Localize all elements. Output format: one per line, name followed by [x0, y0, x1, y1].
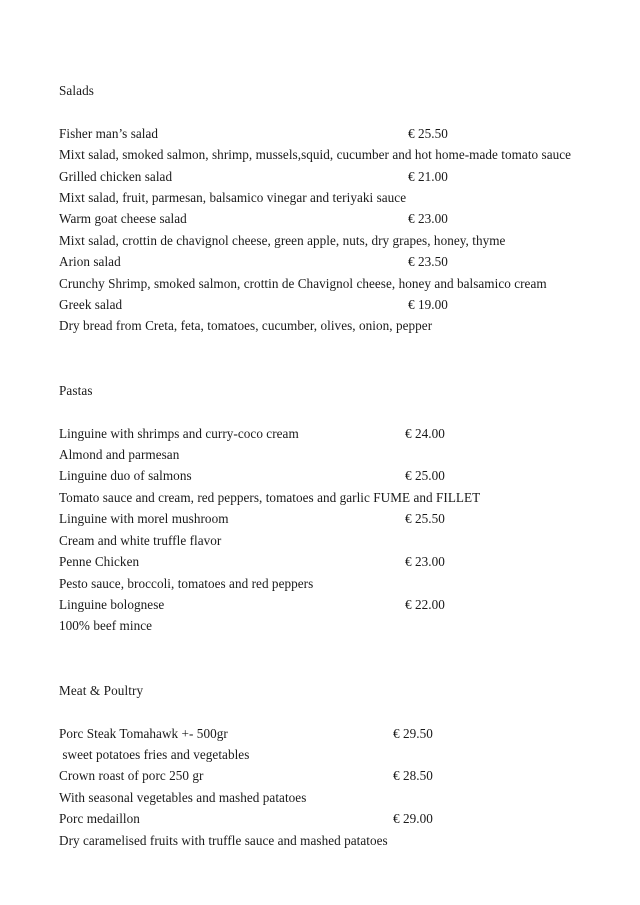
menu-item-row — [59, 423, 579, 444]
menu-item-price: € 25.50 — [405, 511, 445, 527]
menu-item-name: Greek salad — [59, 297, 123, 313]
menu-section — [59, 680, 579, 851]
menu-item-name: Linguine with shrimps and curry-coco cream — [59, 425, 299, 441]
menu-item-name: Fisher man’s salad — [59, 125, 159, 141]
menu-item-price: € 22.00 — [405, 596, 445, 612]
menu-item-description: Crunchy Shrimp, smoked salmon, crottin de Chavignol cheese, honey and balsamico cream — [59, 275, 547, 291]
menu-item-price: € 23.00 — [405, 554, 445, 570]
menu-item-row — [59, 508, 579, 529]
menu-item-description: Dry bread from Creta, feta, tomatoes, cucumber, olives, onion, pepper — [59, 318, 433, 334]
menu-item-description: 100% beef mince — [59, 618, 153, 634]
menu-item-description: Mixt salad, crottin de chavignol cheese, green apple, nuts, dry grapes, honey, thyme — [59, 232, 506, 248]
menu-item-row — [59, 123, 579, 144]
menu-section — [59, 380, 579, 637]
menu-item-name: Linguine duo of salmons — [59, 468, 192, 484]
menu-item — [59, 508, 579, 551]
menu-item-name: Porc medaillon — [59, 811, 140, 827]
menu-content — [59, 80, 579, 851]
menu-item-row — [59, 251, 579, 272]
menu-item — [59, 251, 579, 294]
menu-item-name: Penne Chicken — [59, 554, 140, 570]
menu-item — [59, 551, 579, 594]
menu-item-price: € 21.00 — [408, 168, 448, 184]
section-heading: Meat & Poultry — [59, 682, 144, 698]
menu-item-name: Crown roast of porc 250 gr — [59, 768, 204, 784]
menu-item-name: Arion salad — [59, 254, 121, 270]
menu-item-row — [59, 765, 579, 786]
menu-section — [59, 80, 579, 337]
menu-item-description: Tomato sauce and cream, red peppers, tomatoes and garlic FUME and FILLET — [59, 489, 481, 505]
menu-item — [59, 723, 579, 766]
menu-item — [59, 123, 579, 166]
menu-item-description: Pesto sauce, broccoli, tomatoes and red peppers — [59, 575, 314, 591]
menu-item-price: € 29.50 — [393, 725, 433, 741]
menu-item — [59, 423, 579, 466]
menu-item — [59, 765, 579, 808]
menu-item — [59, 166, 579, 209]
section-heading: Salads — [59, 83, 95, 98]
menu-item-name: Linguine with morel mushroom — [59, 511, 229, 527]
menu-item-description: sweet potatoes fries and vegetables — [59, 746, 250, 762]
menu-item-row — [59, 808, 579, 829]
menu-item — [59, 465, 579, 508]
menu-item-description: Mixt salad, fruit, parmesan, balsamico vinegar and teriyaki sauce — [59, 190, 407, 206]
menu-item-row — [59, 723, 579, 744]
menu-item-row — [59, 551, 579, 572]
menu-item-price: € 28.50 — [393, 768, 433, 784]
menu-item — [59, 294, 579, 337]
menu-item — [59, 808, 579, 851]
menu-item-description: Cream and white truffle flavor — [59, 532, 222, 548]
menu-item-price: € 19.00 — [408, 297, 448, 313]
menu-item-price: € 25.00 — [405, 468, 445, 484]
section-heading: Pastas — [59, 382, 93, 398]
menu-item — [59, 208, 579, 251]
menu-item-name: Warm goat cheese salad — [59, 211, 187, 227]
menu-item-description: Dry caramelised fruits with truffle sauce and mashed patatoes — [59, 832, 388, 848]
menu-item-name: Linguine bolognese — [59, 596, 165, 612]
menu-item-price: € 25.50 — [408, 125, 448, 141]
menu-item-description: Almond and parmesan — [59, 447, 180, 463]
menu-item-description: With seasonal vegetables and mashed patatoes — [59, 789, 307, 805]
menu-item-row — [59, 294, 579, 315]
menu-item-price: € 24.00 — [405, 425, 445, 441]
menu-item-row — [59, 208, 579, 229]
menu-item-description: Mixt salad, smoked salmon, shrimp, mussels,squid, cucumber and hot home-made tomato sauce — [59, 147, 572, 163]
menu-item-row — [59, 594, 579, 615]
menu-item-row — [59, 166, 579, 187]
menu-item-row — [59, 465, 579, 486]
menu-item — [59, 594, 579, 637]
menu-item-name: Porc Steak Tomahawk +- 500gr — [59, 725, 228, 741]
menu-item-price: € 29.00 — [393, 811, 433, 827]
menu-item-price: € 23.50 — [408, 254, 448, 270]
menu-item-name: Grilled chicken salad — [59, 168, 173, 184]
menu-item-price: € 23.00 — [408, 211, 448, 227]
